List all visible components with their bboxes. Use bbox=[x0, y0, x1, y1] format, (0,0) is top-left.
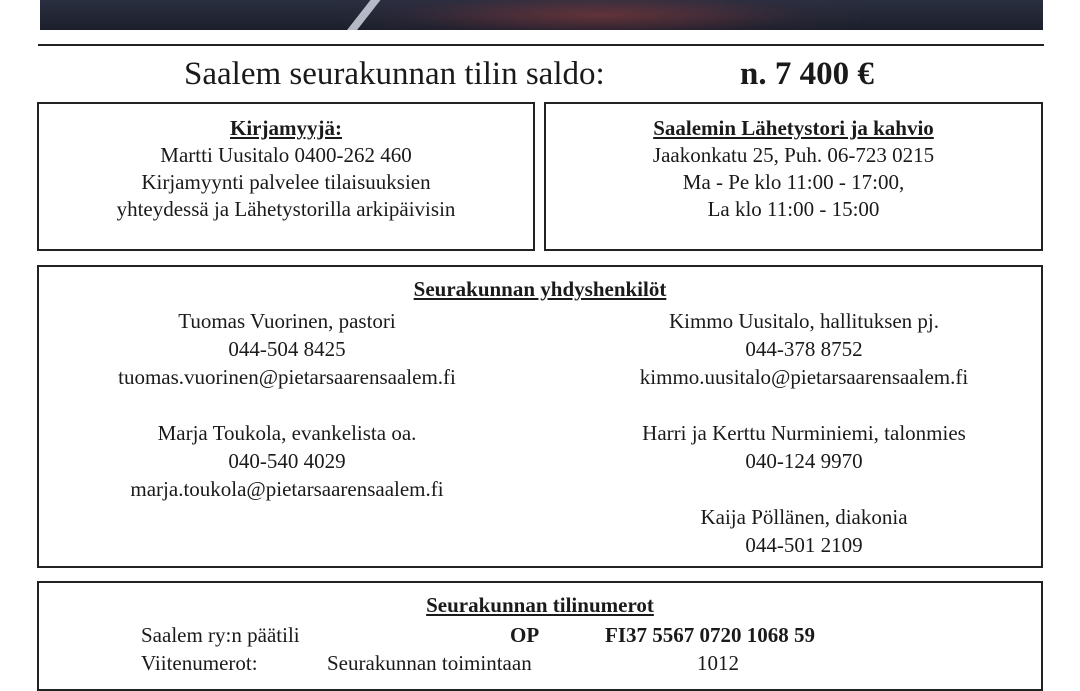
contacts-left-column bbox=[39, 307, 535, 531]
main-account-iban: FI37 5567 0720 1068 59 bbox=[605, 623, 815, 647]
contact-name: Harri ja Kerttu Nurminiemi, talonmies bbox=[642, 421, 966, 445]
divider-rule bbox=[38, 44, 1044, 46]
main-account-bank: OP bbox=[510, 623, 540, 647]
contact-person bbox=[579, 307, 1029, 391]
mission-store-line: La klo 11:00 - 15:00 bbox=[707, 197, 880, 221]
contacts-box bbox=[37, 265, 1043, 568]
mission-store-box bbox=[544, 102, 1043, 251]
contact-phone: 040-124 9970 bbox=[745, 449, 863, 473]
mission-store-heading: Saalemin Lähetystori ja kahvio bbox=[653, 116, 934, 140]
bookseller-line: yhteydessä ja Lähetystorilla arkipäivisin bbox=[116, 197, 456, 221]
contact-phone: 044-378 8752 bbox=[745, 337, 863, 361]
mission-store-line: Ma - Pe klo 11:00 - 17:00, bbox=[682, 170, 905, 194]
balance-value: n. 7 400 € bbox=[740, 56, 874, 92]
contact-phone: 044-501 2109 bbox=[745, 533, 863, 557]
contact-email[interactable]: kimmo.uusitalo@pietarsaarensaalem.fi bbox=[639, 365, 969, 389]
balance-label: Saalem seurakunnan tilin saldo: bbox=[184, 56, 605, 92]
accounts-heading: Seurakunnan tilinumerot bbox=[426, 593, 654, 617]
bookseller-line: Martti Uusitalo 0400-262 460 bbox=[160, 143, 412, 167]
contact-name: Kaija Pöllänen, diakonia bbox=[700, 505, 908, 529]
main-account-label: Saalem ry:n päätili bbox=[141, 623, 300, 647]
contacts-heading: Seurakunnan yhdyshenkilöt bbox=[413, 277, 667, 301]
contacts-right-column bbox=[579, 307, 1029, 587]
contact-phone: 040-540 4029 bbox=[228, 449, 346, 473]
contact-person bbox=[39, 419, 535, 503]
header-banner-image bbox=[40, 0, 1043, 30]
mission-store-line: Jaakonkatu 25, Puh. 06-723 0215 bbox=[652, 143, 935, 167]
contact-phone: 044-504 8425 bbox=[228, 337, 346, 361]
banner-glow bbox=[340, 0, 860, 30]
contact-email[interactable]: tuomas.vuorinen@pietarsaarensaalem.fi bbox=[118, 365, 456, 389]
bookseller-box bbox=[37, 102, 535, 251]
contact-person bbox=[579, 503, 1029, 559]
contact-name: Tuomas Vuorinen, pastori bbox=[178, 309, 396, 333]
balance-line bbox=[0, 52, 1080, 96]
contact-name: Kimmo Uusitalo, hallituksen pj. bbox=[668, 309, 940, 333]
reference-number: 1012 bbox=[697, 651, 739, 675]
reference-label: Viitenumerot: bbox=[141, 651, 258, 675]
bookseller-line: Kirjamyynti palvelee tilaisuuksien bbox=[141, 170, 431, 194]
reference-purpose: Seurakunnan toimintaan bbox=[327, 651, 532, 675]
contact-email[interactable]: marja.toukola@pietarsaarensaalem.fi bbox=[130, 477, 444, 501]
contact-name: Marja Toukola, evankelista oa. bbox=[157, 421, 417, 445]
contact-person bbox=[39, 307, 535, 391]
bookseller-heading: Kirjamyyjä: bbox=[230, 116, 342, 140]
contact-person bbox=[579, 419, 1029, 475]
